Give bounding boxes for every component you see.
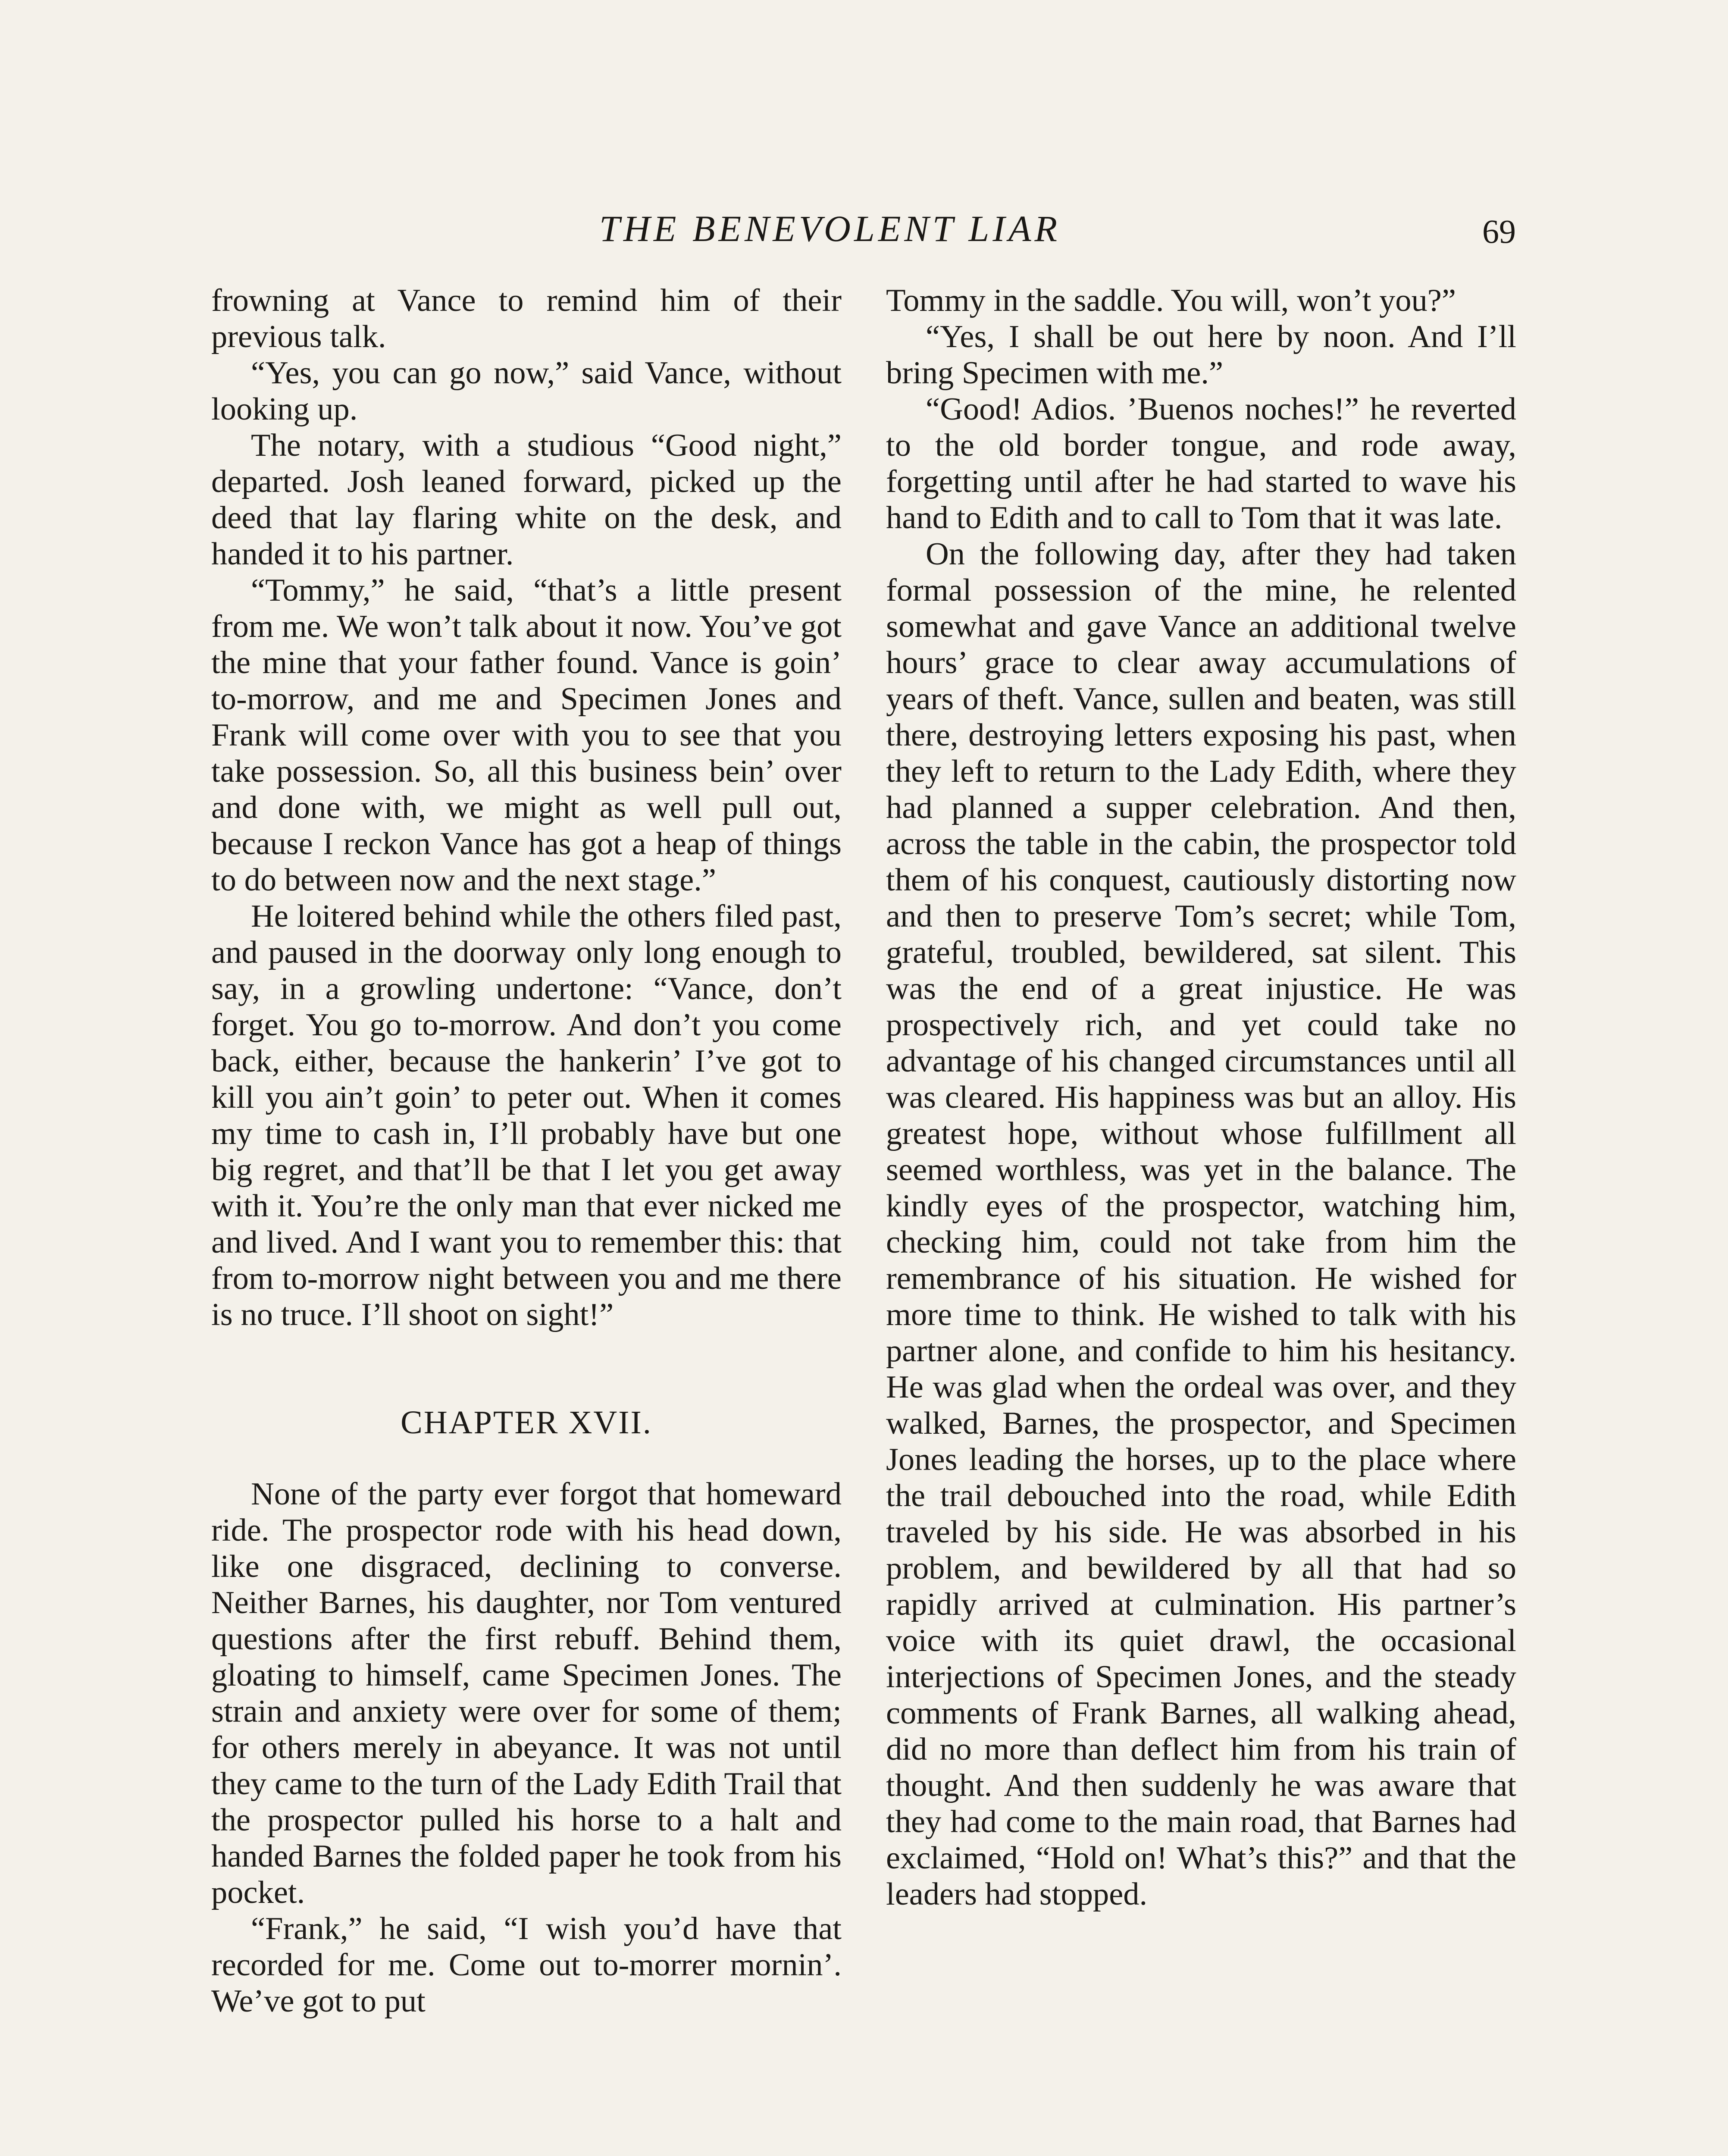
paragraph: “Yes, you can go now,” said Vance, without looking up. (211, 355, 842, 427)
paragraph: “Good! Adios. ’Buenos noches!” he reverted to the old border tongue, and rode away, forgetting until after he had started to wave his hand to Edith and to call to Tom that it was late. (886, 392, 1516, 536)
paragraph: frowning at Vance to remind him of their previous talk. (211, 283, 842, 354)
paragraph: “Yes, I shall be out here by noon. And I’ll bring Specimen with me.” (886, 319, 1516, 391)
paragraph: None of the party ever forgot that homeward ride. The prospector rode with his head down, like one disgraced, declining to converse. Neither Barnes, his daughter, nor Tom ventured questions after the first rebuff. Behind them, gloating to himself, came Specimen Jones. The strain and anxiety were over for some of them; for others merely in abeyance. It was not until they came to the turn of the Lady Edith Trail that the prospector pulled his horse to a halt and handed Barnes the folded paper he took from his pocket. (211, 1476, 842, 1910)
paragraph: On the following day, after they had taken formal possession of the mine, he relented somewhat and gave Vance an additional twelve hours’ grace to clear away accumulations of years of theft. Vance, sullen and beaten, was still there, destroying letters exposing his past, when they left to return to the Lady Edith, where they had planned a supper celebration. And then, across the table in the cabin, the prospector told them of his conquest, cautiously distorting now and then to preserve Tom’s secret; while Tom, grateful, troubled, bewildered, sat silent. This was the end of a great injustice. He was prospectively rich, and yet could take no advantage of his changed circumstances until all was cleared. His happiness was but an alloy. His greatest hope, without whose fulfillment all seemed worthless, was yet in the balance. The kindly eyes of the prospector, watching him, checking him, could not take from him the remembrance of his situation. He wished for more time to think. He wished to talk with his partner alone, and confide to him his hesitancy. He was glad when the ordeal was over, and they walked, Barnes, the prospector, and Specimen Jones leading the horses, up to the place where the trail debouched into the road, while Edith traveled by his side. He was absorbed in his problem, and bewildered by all that had so rapidly arrived at culmination. His partner’s voice with its quiet drawl, the occasional interjections of Specimen Jones, and the steady comments of Frank Barnes, all walking ahead, did no more than deflect him from his train of thought. And then suddenly he was aware that they had come to the main road, that Barnes had exclaimed, “Hold on! What’s this?” and that the leaders had stopped. (886, 536, 1516, 1912)
paragraph: The notary, with a studious “Good night,” departed. Josh leaned forward, picked up the deed that lay flaring white on the desk, and handed it to his partner. (211, 428, 842, 572)
paragraph: Tommy in the saddle. You will, won’t you?” (886, 283, 1456, 318)
right-column (886, 282, 1516, 1912)
running-title: THE BENEVOLENT LIAR (599, 208, 1061, 249)
paragraph: “Tommy,” he said, “that’s a little present from me. We won’t talk about it now. You’ve got the mine that your father found. Vance is goin’ to-morrow, and me and Specimen Jones and Frank will come over with you to see that you take possession. So, all this business bein’ over and done with, we might as well pull out, because I reckon Vance has got a heap of things to do between now and the next stage.” (211, 573, 842, 898)
chapter-heading: CHAPTER XVII. (401, 1404, 652, 1441)
page-number: 69 (1482, 213, 1516, 250)
paragraph: “Frank,” he said, “I wish you’d have that recorded for me. Come out to-morrer mornin’. We’ve got to put (211, 1911, 842, 2019)
paragraph: He loitered behind while the others filed past, and paused in the doorway only long enough to say, in a growling undertone: “Vance, don’t forget. You go to-morrow. And don’t you come back, either, because the hankerin’ I’ve got to kill you ain’t goin’ to peter out. When it comes my time to cash in, I’ll probably have but one big regret, and that’ll be that I let you get away with it. You’re the only man that ever nicked me and lived. And I want you to remember this: that from to-morrow night between you and me there is no truce. I’ll shoot on sight!” (211, 899, 842, 1332)
left-column (211, 282, 842, 2019)
